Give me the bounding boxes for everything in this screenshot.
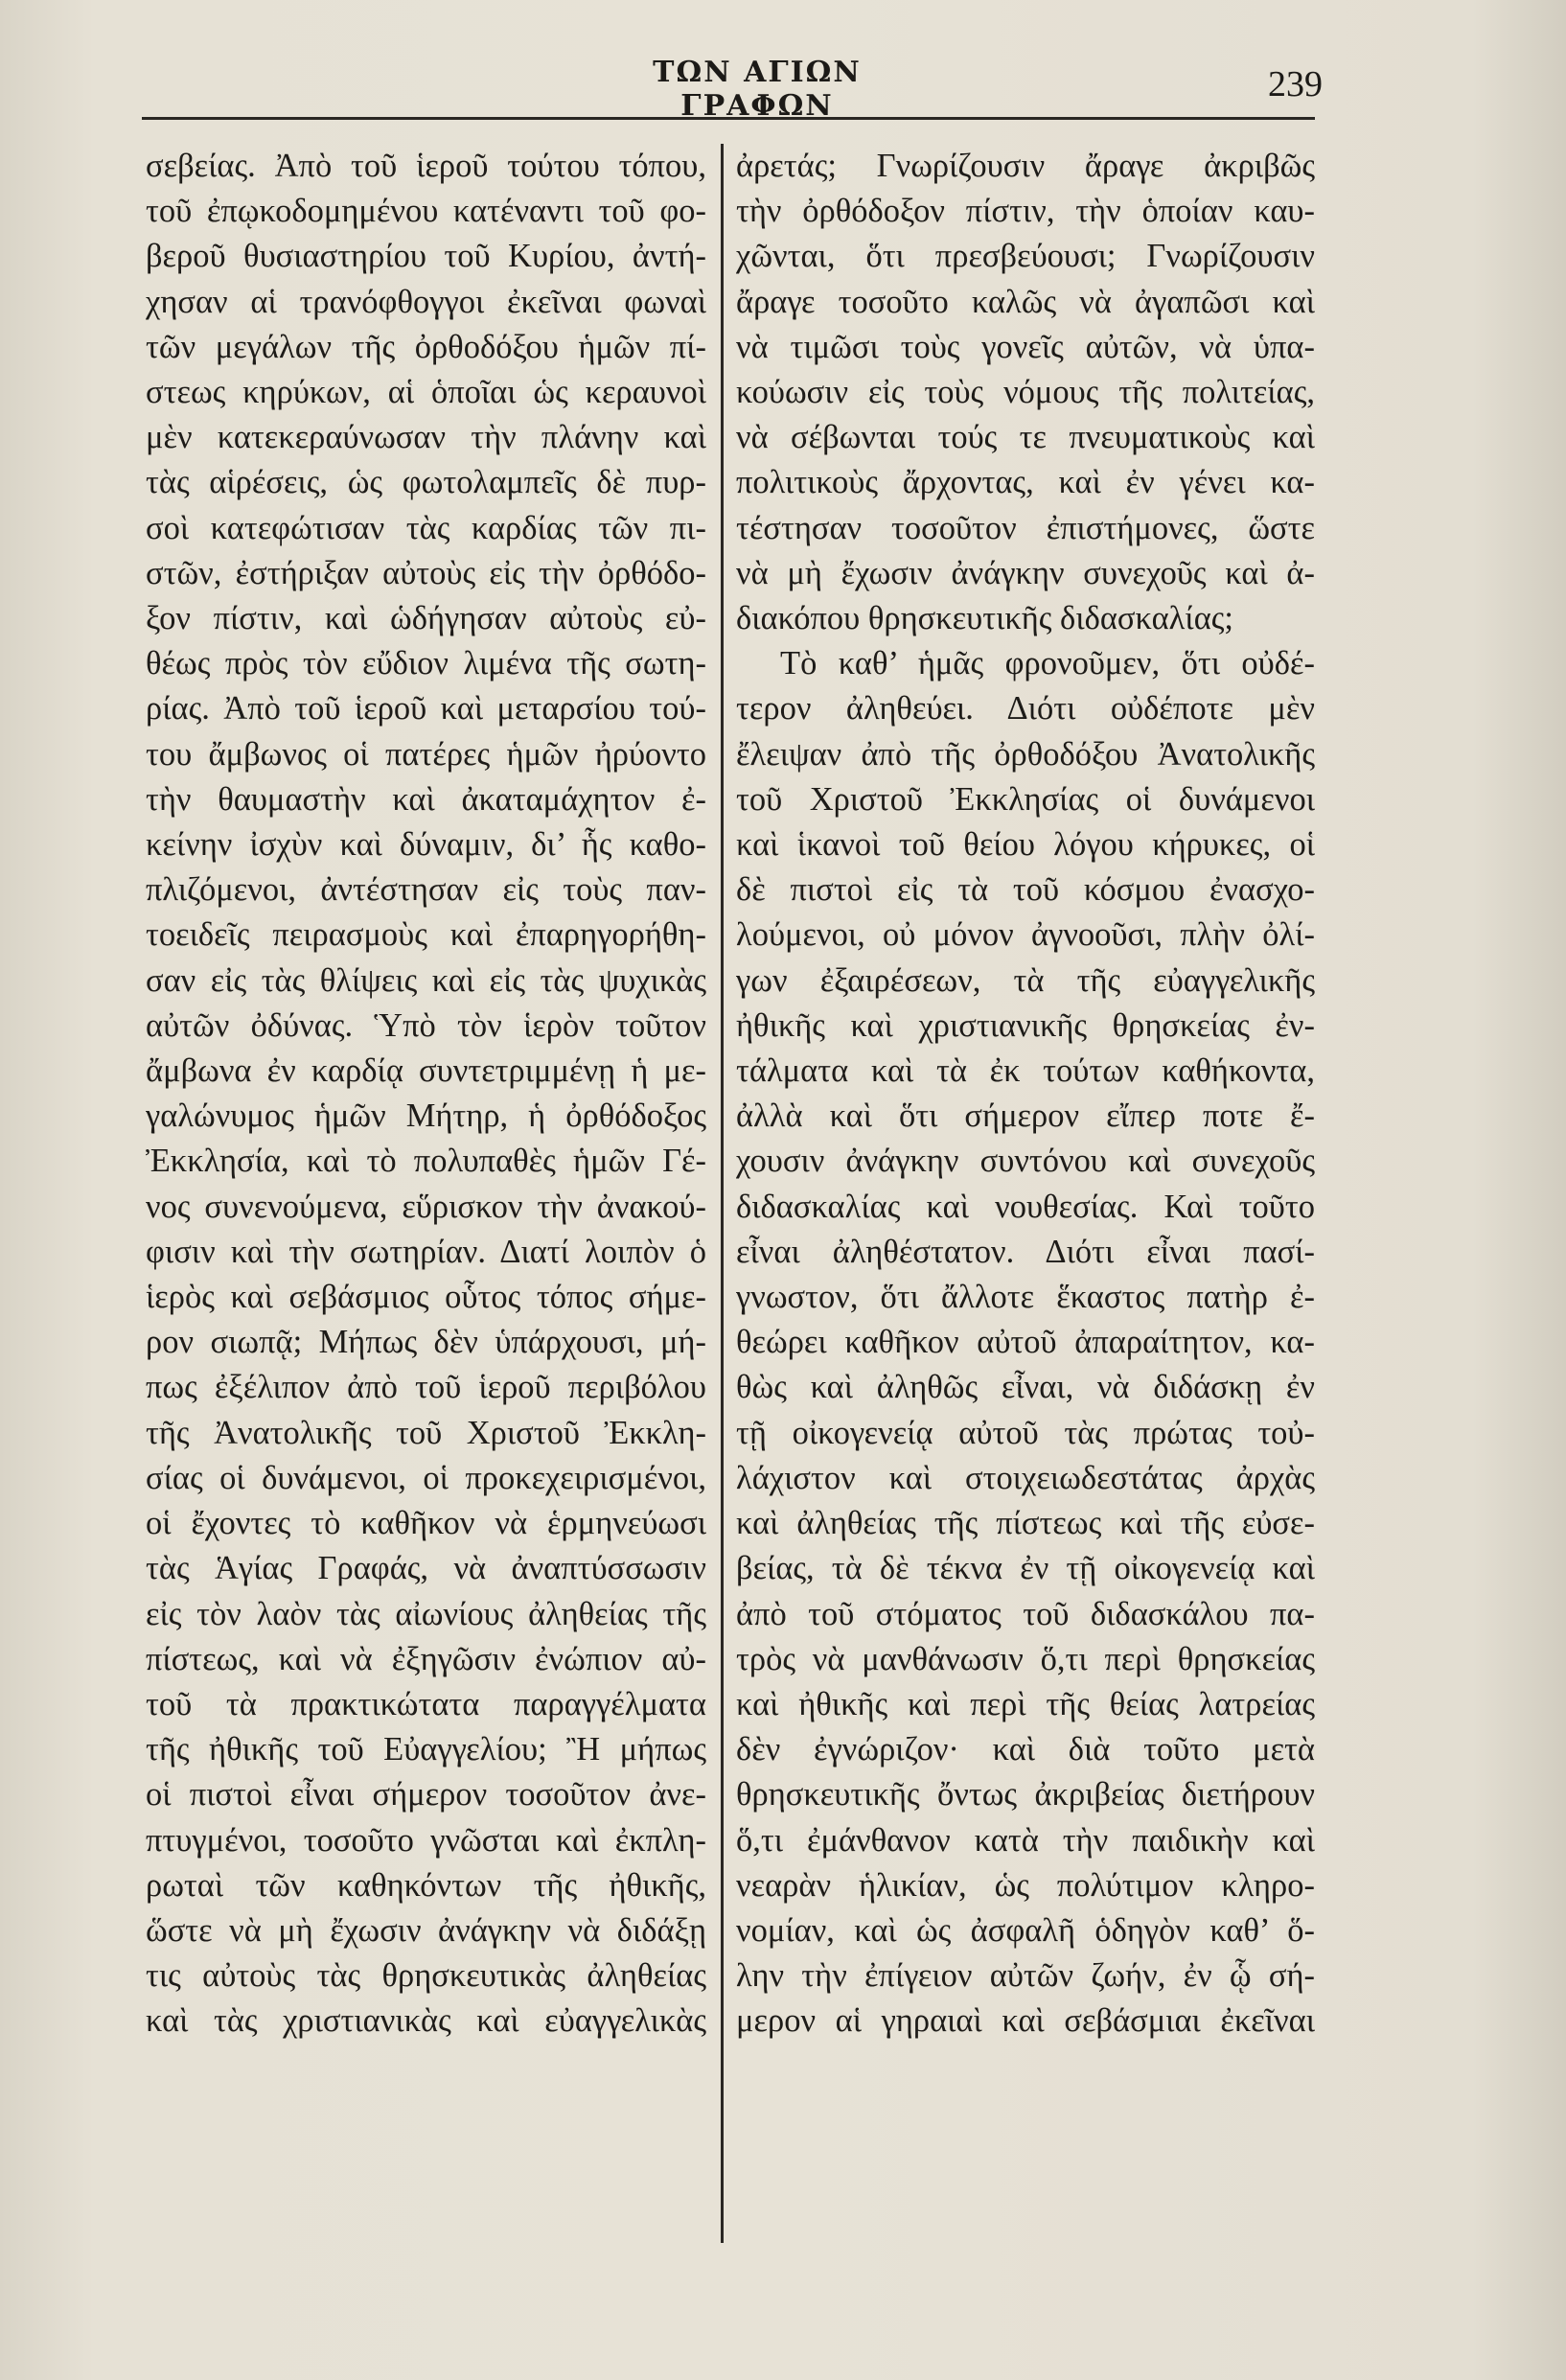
text-line: τῆς ἠθικῆς τοῦ Εὐαγγελίου; Ἢ μήπως [146,1731,706,1768]
text-line: τοῦ τὰ πρακτικώτατα παραγγέλματα [146,1685,706,1722]
text-line: διδασκαλίας καὶ νουθεσίας. Καὶ τοῦτο [736,1188,1315,1225]
text-line: τέστησαν τοσοῦτον ἐπιστήμονες, ὥστε [736,509,1315,546]
text-line: λούμενοι, οὐ μόνον ἀγνοοῦσι, πλὴν ὀλί- [736,916,1315,954]
text-line: σοὶ κατεφώτισαν τὰς καρδίας τῶν πι- [146,509,706,546]
text-line: εἰς τὸν λαὸν τὰς αἰωνίους ἀληθείας τῆς [146,1595,706,1632]
text-line: κούωσιν εἰς τοὺς νόμους τῆς πολιτείας, [736,374,1315,411]
text-line: οἱ πιστοὶ εἶναι σήμερον τοσοῦτον ἀνε- [146,1776,706,1814]
text-line: ρίας. Ἀπὸ τοῦ ἱεροῦ καὶ μεταρσίου τού- [146,690,706,728]
text-line: στεως κηρύκων, αἱ ὁποῖαι ὡς κεραυνοὶ [146,374,706,411]
text-line: τοῦ ἐπῳκοδομημένου κατέναντι τοῦ φο- [146,193,706,230]
text-line: ἄραγε τοσοῦτο καλῶς νὰ ἀγαπῶσι καὶ [736,283,1315,320]
text-line: λάχιστον καὶ στοιχειωδεστάτας ἀρχὰς [736,1459,1315,1496]
text-line: καὶ ἱκανοὶ τοῦ θείου λόγου κήρυκες, οἱ [736,826,1315,864]
text-line: ἀπὸ τοῦ στόματος τοῦ διδασκάλου πα- [736,1595,1315,1632]
text-line: νεαρὰν ἡλικίαν, ὡς πολύτιμον κληρο- [736,1866,1315,1904]
text-line: οἱ ἔχοντες τὸ καθῆκον νὰ ἑρμηνεύωσι [146,1505,706,1542]
text-line: καὶ τὰς χριστιανικὰς καὶ εὐαγγελικὰς [146,2002,706,2040]
text-line: ἀλλὰ καὶ ὅτι σήμερον εἴπερ ποτε ἔ- [736,1098,1315,1135]
text-line: ἀρετάς; Γνωρίζουσιν ἄραγε ἀκριβῶς [736,148,1315,184]
text-line: βεροῦ θυσιαστηρίου τοῦ Κυρίου, ἀντή- [146,238,706,275]
text-line: ὥστε νὰ μὴ ἔχωσιν ἀνάγκην νὰ διδάξῃ [146,1911,706,1949]
text-line: μερον αἱ γηραιαὶ καὶ σεβάσμιαι ἐκεῖναι [736,2002,1315,2040]
text-line: φισιν καὶ τὴν σωτηρίαν. Διατί λοιπὸν ὁ [146,1233,706,1270]
text-line: τὰς αἱρέσεις, ὡς φωτολαμπεῖς δὲ πυρ- [146,464,706,501]
text-line: ἱερὸς καὶ σεβάσμιος οὗτος τόπος σήμε- [146,1279,706,1316]
text-line: τῶν μεγάλων τῆς ὀρθοδόξου ἡμῶν πί- [146,328,706,365]
text-line: κείνην ἰσχὺν καὶ δύναμιν, δι’ ἧς καθο- [146,826,706,864]
text-line: πως ἐξέλιπον ἀπὸ τοῦ ἱεροῦ περιβόλου [146,1369,706,1406]
text-line: γνωστον, ὅτι ἄλλοτε ἕκαστος πατὴρ ἐ- [736,1279,1315,1316]
text-line: ρον σιωπᾷ; Μήπως δὲν ὑπάρχουσι, μή- [146,1324,706,1361]
text-line: ρωταὶ τῶν καθηκόντων τῆς ἠθικῆς, [146,1866,706,1904]
text-line: νὰ τιμῶσι τοὺς γονεῖς αὐτῶν, νὰ ὑπα- [736,328,1315,365]
page-number: 239 [1268,64,1323,104]
text-line: χῶνται, ὅτι πρεσβεύουσι; Γνωρίζουσιν [736,238,1315,275]
text-line: μὲν κατεκεραύνωσαν τὴν πλάνην καὶ [146,419,706,456]
right-column [736,144,1315,2045]
text-line: τῇ οἰκογενείᾳ αὐτοῦ τὰς πρώτας τοὐ- [736,1414,1315,1451]
text-line: τερον ἀληθεύει. Διότι οὐδέποτε μὲν [736,690,1315,728]
text-line: τοειδεῖς πειρασμοὺς καὶ ἐπαρηγορήθη- [146,916,706,954]
text-line: ἠθικῆς καὶ χριστιανικῆς θρησκείας ἐν- [736,1006,1315,1044]
text-line: σαν εἰς τὰς θλίψεις καὶ εἰς τὰς ψυχικὰς [146,961,706,999]
text-line: πλιζόμενοι, ἀντέστησαν εἰς τοὺς παν- [146,871,706,909]
text-line: αὐτῶν ὀδύνας. Ὑπὸ τὸν ἱερὸν τοῦτον [146,1006,706,1044]
text-line: σεβείας. Ἀπὸ τοῦ ἱεροῦ τούτου τόπου, [146,148,706,184]
text-line: καὶ ἀληθείας τῆς πίστεως καὶ τῆς εὐσε- [736,1505,1315,1542]
text-line: τὰς Ἁγίας Γραφάς, νὰ ἀναπτύσσωσιν [146,1550,706,1587]
text-line: νομίαν, καὶ ὡς ἀσφαλῆ ὁδηγὸν καθ’ ὅ- [736,1911,1315,1949]
left-column [146,144,706,2045]
text-line: Τὸ καθ’ ἡμᾶς φρονοῦμεν, ὅτι οὐδέ- [780,645,1315,682]
header-rule [142,117,1315,120]
text-line: εἶναι ἀληθέστατον. Διότι εἶναι πασί- [736,1233,1315,1270]
text-line: ἔλειψαν ἀπὸ τῆς ὀρθοδόξου Ἀνατολικῆς [736,735,1315,773]
text-line: τρὸς νὰ μανθάνωσιν ὅ,τι περὶ θρησκείας [736,1640,1315,1677]
text-line: νὰ σέβωνται τούς τε πνευματικοὺς καὶ [736,419,1315,456]
text-line: τὴν θαυμαστὴν καὶ ἀκαταμάχητον ἐ- [146,780,706,818]
text-line: γων ἐξαιρέσεων, τὰ τῆς εὐαγγελικῆς [736,961,1315,999]
text-line: γαλώνυμος ἡμῶν Μήτηρ, ἡ ὀρθόδοξος [146,1098,706,1135]
text-line: του ἄμβωνος οἱ πατέρες ἡμῶν ἠρύοντο [146,735,706,773]
text-line: χουσιν ἀνάγκην συντόνου καὶ συνεχοῦς [736,1143,1315,1180]
text-line: βείας, τὰ δὲ τέκνα ἐν τῇ οἰκογενείᾳ καὶ [736,1550,1315,1587]
text-line: θὼς καὶ ἀληθῶς εἶναι, νὰ διδάσκῃ ἐν [736,1369,1315,1406]
text-line: πολιτικοὺς ἄρχοντας, καὶ ἐν γένει κα- [736,464,1315,501]
text-line: νος συνενούμενα, εὕρισκον τὴν ἀνακού- [146,1188,706,1225]
text-line: θεώρει καθῆκον αὐτοῦ ἀπαραίτητον, κα- [736,1324,1315,1361]
text-line: θρησκευτικῆς ὄντως ἀκριβείας διετήρουν [736,1776,1315,1814]
text-line: σίας οἱ δυνάμενοι, οἱ προκεχειρισμένοι, [146,1459,706,1496]
text-line: δὲ πιστοὶ εἰς τὰ τοῦ κόσμου ἐνασχο- [736,871,1315,909]
text-line: νὰ μὴ ἔχωσιν ἀνάγκην συνεχοῦς καὶ ἀ- [736,554,1315,591]
text-line: τις αὐτοὺς τὰς θρησκευτικὰς ἀληθείας [146,1957,706,1995]
text-line: χησαν αἱ τρανόφθογγοι ἐκεῖναι φωναὶ [146,283,706,320]
text-line: ξον πίστιν, καὶ ὡδήγησαν αὐτοὺς εὐ- [146,600,706,637]
text-line: τάλματα καὶ τὰ ἐκ τούτων καθήκοντα, [736,1052,1315,1090]
text-line: διακόπου θρησκευτικῆς διδασκαλίας; [736,600,1234,637]
text-line: τὴν ὀρθόδοξον πίστιν, τὴν ὁποίαν καυ- [736,193,1315,230]
text-line: ἄμβωνα ἐν καρδίᾳ συντετριμμένῃ ἡ με- [146,1052,706,1090]
running-head-title: ΤΩΝ ΑΓΙΩΝ ΓΡΑΦΩΝ [653,56,862,123]
column-divider [721,144,724,2243]
text-line: στῶν, ἐστήριξαν αὐτοὺς εἰς τὴν ὀρθόδο- [146,554,706,591]
text-line: τοῦ Χριστοῦ Ἐκκλησίας οἱ δυνάμενοι [736,780,1315,818]
text-line: λην τὴν ἐπίγειον αὐτῶν ζωήν, ἐν ᾧ σή- [736,1957,1315,1995]
text-line: θέως πρὸς τὸν εὔδιον λιμένα τῆς σωτη- [146,645,706,682]
text-line: δὲν ἐγνώριζον· καὶ διὰ τοῦτο μετὰ [736,1731,1315,1768]
text-line: καὶ ἠθικῆς καὶ περὶ τῆς θείας λατρείας [736,1685,1315,1722]
text-line: τῆς Ἀνατολικῆς τοῦ Χριστοῦ Ἐκκλη- [146,1414,706,1451]
text-line: ὅ,τι ἐμάνθανον κατὰ τὴν παιδικὴν καὶ [736,1821,1315,1859]
running-head [0,56,1566,123]
text-line: πτυγμένοι, τοσοῦτο γνῶσται καὶ ἐκπλη- [146,1821,706,1859]
text-line: Ἐκκλησία, καὶ τὸ πολυπαθὲς ἡμῶν Γέ- [146,1143,706,1180]
text-line: πίστεως, καὶ νὰ ἐξηγῶσιν ἐνώπιον αὐ- [146,1640,706,1677]
